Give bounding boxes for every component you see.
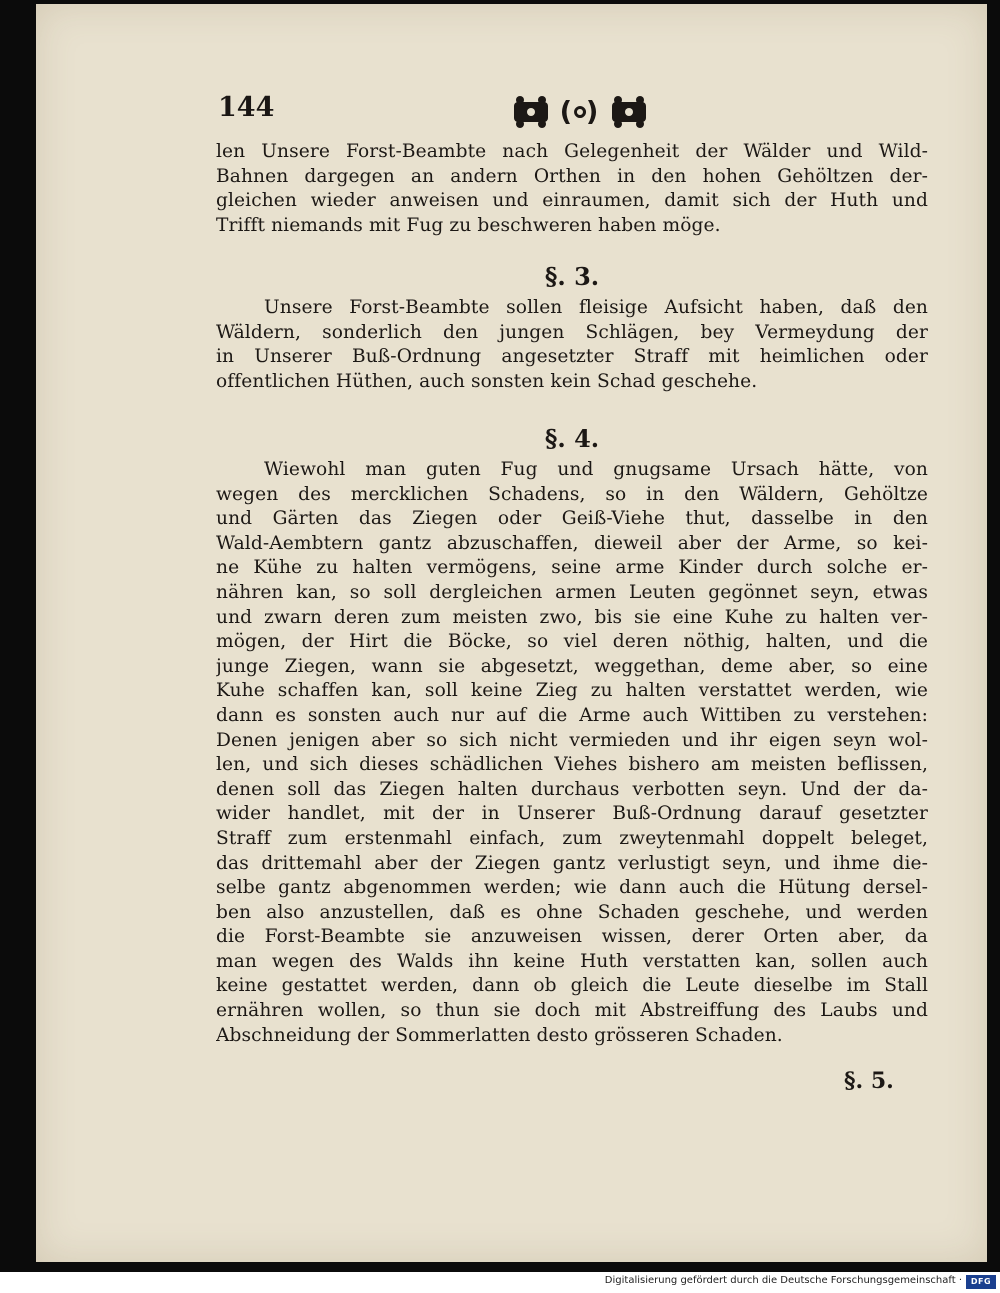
text-line: Straff zum erstenmahl einfach, zum zweytenmahl doppelt beleget, xyxy=(216,827,928,849)
header-ornament-icon xyxy=(508,92,658,132)
text-line: dann es sonsten auch nur auf die Arme auch Wittiben zu verstehen: xyxy=(216,704,928,726)
text-line: wegen des mercklichen Schadens, so in den Wäldern, Gehöltze xyxy=(216,483,928,505)
text-line: Wald-Aembtern gantz abzuschaffen, dieweil aber der Arme, so kei- xyxy=(216,532,928,554)
text-line: und Gärten das Ziegen oder Geiß-Viehe thut, dasselbe in den xyxy=(216,508,928,530)
text-line: len Unsere Forst-Beambte nach Gelegenheit der Wälder und Wild- xyxy=(216,141,928,162)
page-number: 144 xyxy=(218,92,275,123)
text-line: in Unserer Buß-Ordnung angesetzter Straff mit heimlichen oder xyxy=(216,346,928,368)
section-heading-4: §. 4. xyxy=(544,424,600,453)
funding-credit: Digitalisierung gefördert durch die Deutsche Forschungsgemeinschaft · xyxy=(604,1275,962,1286)
text-line: Trifft niemands mit Fug zu beschweren haben möge. xyxy=(216,214,721,236)
text-line: Wiewohl man guten Fug und gnugsame Ursach hätte, von xyxy=(264,459,928,480)
text-line: die Forst-Beambte sie anzuweisen wissen, derer Orten aber, da xyxy=(216,926,928,948)
text-line: man wegen des Walds ihn keine Huth verstatten kan, sollen auch xyxy=(216,950,928,972)
section-heading-3: §. 3. xyxy=(544,262,600,291)
catchword: §. 5. xyxy=(844,1068,894,1094)
text-line: offentlichen Hüthen, auch sonsten kein Schad geschehe. xyxy=(216,370,758,392)
text-line: Kuhe schaffen kan, soll keine Zieg zu halten verstattet werden, wie xyxy=(216,680,928,702)
section-4-paragraph xyxy=(216,458,928,1048)
text-line: len, und sich dieses schädlichen Viehes bishero am meisten beflissen, xyxy=(216,754,928,776)
text-line: mögen, der Hirt die Böcke, so viel deren nöthig, halten, und die xyxy=(216,631,928,653)
text-line: selbe gantz abgenommen werden; wie dann auch die Hütung dersel- xyxy=(216,877,928,899)
text-line: Abschneidung der Sommerlatten desto grösseren Schaden. xyxy=(216,1024,783,1046)
text-line: Bahnen dargegen an andern Orthen in den hohen Gehöltzen der- xyxy=(216,165,928,187)
text-line: denen soll das Ziegen halten durchaus verbotten seyn. Und der da- xyxy=(216,778,928,800)
text-line: Unsere Forst-Beambte sollen fleisige Aufsicht haben, daß den xyxy=(264,297,928,318)
text-line: ben also anzustellen, daß es ohne Schaden geschehe, und werden xyxy=(216,901,928,923)
text-line: Denen jenigen aber so sich nicht vermieden und ihr eigen seyn wol- xyxy=(216,729,928,751)
continuation-paragraph xyxy=(216,140,928,238)
text-line: ernähren wollen, so thun sie doch mit Abstreiffung des Laubs und xyxy=(216,1000,928,1022)
text-line: Wäldern, sonderlich den jungen Schlägen, bey Vermeydung der xyxy=(216,321,928,343)
dfg-logo-icon: DFG xyxy=(966,1275,996,1289)
text-line: keine gestattet werden, dann ob gleich die Leute dieselbe im Stall xyxy=(216,975,928,997)
section-3-paragraph xyxy=(216,296,928,394)
text-line: nähren kan, so soll dergleichen armen Leuten gegönnet seyn, etwas xyxy=(216,581,928,603)
text-line: und zwarn deren zum meisten zwo, bis sie eine Kuhe zu halten ver- xyxy=(216,606,928,628)
text-line: gleichen wieder anweisen und einraumen, damit sich der Huth und xyxy=(216,190,928,212)
text-line: wider handlet, mit der in Unserer Buß-Ordnung darauf gesetzter xyxy=(216,803,928,825)
text-line: das drittemahl aber der Ziegen gantz verlustigt seyn, und ihme die- xyxy=(216,852,928,874)
page-header xyxy=(218,92,658,132)
digitization-footer xyxy=(0,1272,1000,1293)
text-line: ne Kühe zu halten vermögens, seine arme Kinder durch solche er- xyxy=(216,557,928,579)
text-line: junge Ziegen, wann sie abgesetzt, weggethan, deme aber, so eine xyxy=(216,655,928,677)
